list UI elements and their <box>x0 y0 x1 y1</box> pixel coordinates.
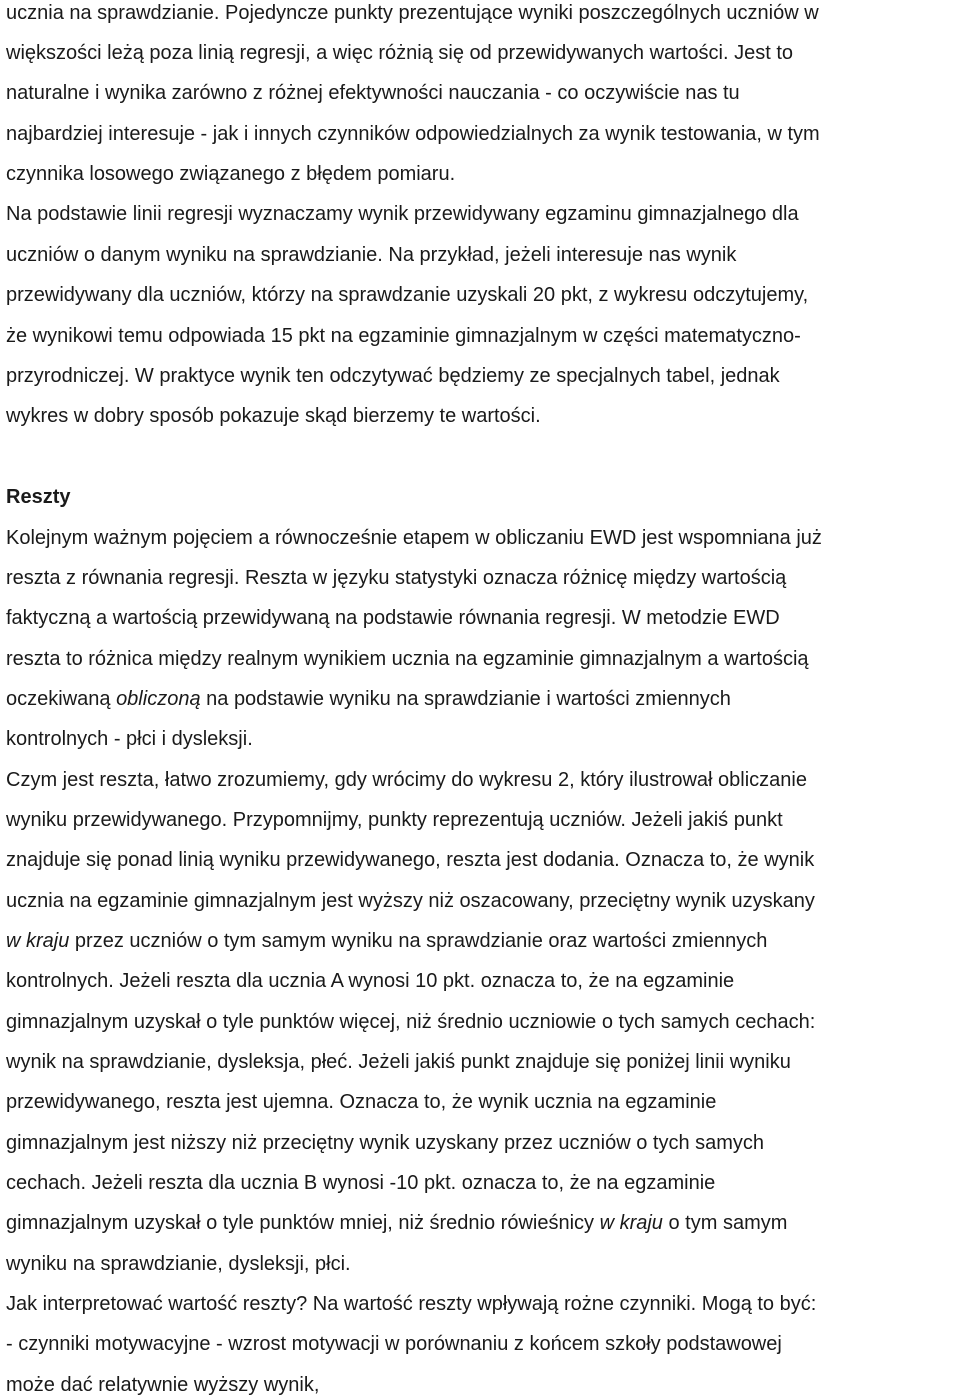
text-span: gimnazjalnym uzyskał o tyle punktów mniej, niż średnio rówieśnicy <box>6 1212 600 1234</box>
section-heading: Reszty <box>6 486 71 508</box>
text-line: Jak interpretować wartość reszty? Na wartość reszty wpływają rożne czynniki. Mogą to być: <box>6 1293 817 1315</box>
text-line: znajduje się ponad linią wyniku przewidywanego, reszta jest dodania. Oznacza to, że wynik <box>6 849 815 871</box>
text-line: przewidywanego, reszta jest ujemna. Oznacza to, że wynik ucznia na egzaminie <box>6 1091 717 1113</box>
text-line: może dać relatywnie wyższy wynik, <box>6 1374 320 1396</box>
text-line <box>6 928 767 954</box>
text-line: Kolejnym ważnym pojęciem a równocześnie etapem w obliczaniu EWD jest wspomniana już <box>6 527 822 549</box>
text-line: przyrodniczej. W praktyce wynik ten odczytywać będziemy ze specjalnych tabel, jednak <box>6 365 780 387</box>
text-line: faktyczną a wartością przewidywaną na podstawie równania regresji. W metodzie EWD <box>6 607 780 629</box>
text-line: gimnazjalnym jest niższy niż przeciętny wynik uzyskany przez uczniów o tych samych <box>6 1132 765 1154</box>
text-line <box>6 686 731 712</box>
text-line: ucznia na sprawdzianie. Pojedyncze punkty prezentujące wyniki poszczególnych uczniów w <box>6 2 819 24</box>
text-line: wyniku przewidywanego. Przypomnijmy, punkty reprezentują uczniów. Jeżeli jakiś punkt <box>6 809 783 831</box>
text-line: najbardziej interesuje - jak i innych czynników odpowiedzialnych za wynik testowania, w tym <box>6 123 820 145</box>
text-line: większości leżą poza linią regresji, a więc różnią się od przewidywanych wartości. Jest to <box>6 42 793 64</box>
text-line: wykres w dobry sposób pokazuje skąd bierzemy te wartości. <box>6 405 541 427</box>
text-line: że wynikowi temu odpowiada 15 pkt na egzaminie gimnazjalnym w części matematyczno- <box>6 325 801 347</box>
text-line: wyniku na sprawdzianie, dysleksji, płci. <box>6 1253 351 1275</box>
text-line: Czym jest reszta, łatwo zrozumiemy, gdy wrócimy do wykresu 2, który ilustrował obliczanie <box>6 769 807 791</box>
text-line: kontrolnych - płci i dysleksji. <box>6 728 253 750</box>
text-line: reszta z równania regresji. Reszta w języku statystyki oznacza różnicę między wartością <box>6 567 787 589</box>
text-line <box>6 1210 787 1236</box>
text-line: gimnazjalnym uzyskał o tyle punktów więcej, niż średnio uczniowie o tych samych cechach: <box>6 1011 816 1033</box>
emphasis-text: obliczoną <box>116 688 201 710</box>
text-line: reszta to różnica między realnym wynikiem ucznia na egzaminie gimnazjalnym a wartością <box>6 648 809 670</box>
text-span: o tym samym <box>662 1212 788 1234</box>
text-line: czynnika losowego związanego z błędem pomiaru. <box>6 163 456 185</box>
text-line: - czynniki motywacyjne - wzrost motywacji w porównaniu z końcem szkoły podstawowej <box>6 1333 782 1355</box>
text-span: przez uczniów o tym samym wyniku na sprawdzianie oraz wartości zmiennych <box>69 930 768 952</box>
text-span: na podstawie wyniku na sprawdzianie i wartości zmiennych <box>200 688 731 710</box>
emphasis-text: w kraju <box>599 1212 663 1234</box>
text-line: przewidywany dla uczniów, którzy na sprawdzanie uzyskali 20 pkt, z wykresu odczytujemy, <box>6 284 809 306</box>
text-line: ucznia na egzaminie gimnazjalnym jest wyższy niż oszacowany, przeciętny wynik uzyskany <box>6 890 815 912</box>
text-line: wynik na sprawdzianie, dysleksja, płeć. Jeżeli jakiś punkt znajduje się poniżej linii wyniku <box>6 1051 791 1073</box>
text-line: kontrolnych. Jeżeli reszta dla ucznia A wynosi 10 pkt. oznacza to, że na egzaminie <box>6 970 735 992</box>
emphasis-text: w kraju <box>6 930 70 952</box>
text-line: cechach. Jeżeli reszta dla ucznia B wynosi -10 pkt. oznacza to, że na egzaminie <box>6 1172 716 1194</box>
text-line: naturalne i wynika zarówno z różnej efektywności nauczania - co oczywiście nas tu <box>6 82 740 104</box>
text-span: oczekiwaną <box>6 688 117 710</box>
text-line: Na podstawie linii regresji wyznaczamy wynik przewidywany egzaminu gimnazjalnego dla <box>6 203 799 225</box>
text-line: uczniów o danym wyniku na sprawdzianie. Na przykład, jeżeli interesuje nas wynik <box>6 244 737 266</box>
